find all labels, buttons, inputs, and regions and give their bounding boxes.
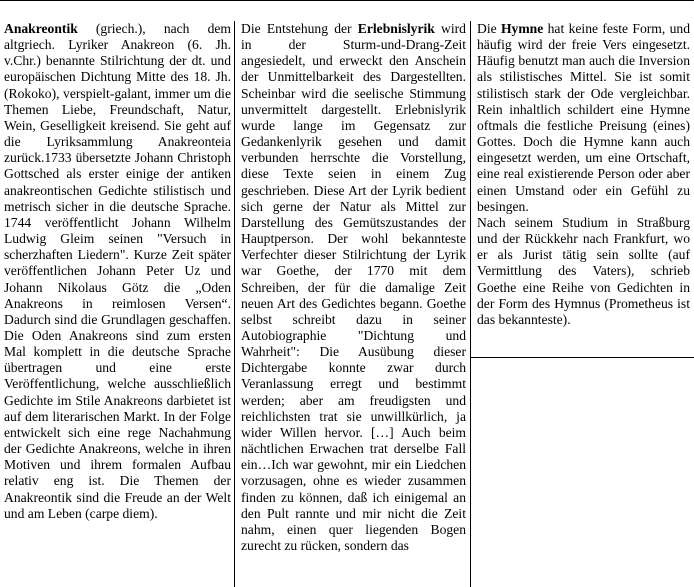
paragraph-text: wird in der Sturm-und-Drang-Zeit angesiedelt, und erweckt den Anschein der Unmittelbarkeit des Dargestellten. Scheinbar wird die seelische Stimmung unvermittelt dargestellt. Erlebnislyrik wurde lange im Gegensatz zur Gedankenlyrik gesehen und damit verbunden herrschte die Vorstellung, diese Texte seien in einem Zug geschrieben. Diese Art der Lyrik bedient sich gerne der Natur als Mittel zur Darstellung des Gemütszustandes der Hauptperson. Der wohl bekannteste Verfechter dieser Stilrichtung der Lyrik war Goethe, der 1770 mit dem Schreiben, der für die damalige Zeit neuen Art des Gedichtes begann. Goethe selbst schreibt dazu in seiner Autobiographie "Dichtung und Wahrheit": Die Ausübung dieser Dichtergabe konnte zwar durch Veranlassung erregt und bestimmt werden; aber am freudigsten und reichlichsten trat sie unwillkürlich, ja wider Willen hervor. […] Auch beim nächtlichen Erwachen trat derselbe Fall ein…Ich war gewohnt, mir ein Liedchen vorzusagen, ohne es wieder zusammen finden zu können, daß ich einigemal an den Pult rannte und mir nicht die Zeit nahm, einen quer liegenden Bogen zurecht zu rücken, sondern das [241, 21, 466, 553]
paragraph [4, 21, 231, 522]
paragraph-text: (griech.), nach dem altgriech. Lyriker Anakreon (6. Jh. v.Chr.) benannte Stilrichtung der dt. und europäischen Dichtung Mitte des 18. Jh. (Rokoko), verspielt-galant, immer um die Themen Liebe, Freundschaft, Natur, Wein, Geselligkeit kreisend. Sie geht auf die Lyriksammlung Anakreonteia zurück.1733 übersetzte Johann Christoph Gottsched als erster einige der antiken anakreontischen Gedichte stilistisch und metrisch sicher in die deutsche Sprache. 1744 veröffentlicht Johann Wilhelm Ludwig Gleim seinen "Versuch in scherzhaften Liedern". Kurze Zeit später veröffentlichen Johann Peter Uz und Johann Nikolaus Götz die „Oden Anakreons in reimlosen Versen“. Dadurch sind die Grundlagen geschaffen. Die Oden Anakreons sind zum ersten Mal komplett in die deutsche Sprache übertragen und eine erste Veröffentlichung, welche ausschließlich Gedichte im Stile Anakreons darbietet ist auf dem literarischen Markt. In der Folge entwickelt sich eine rege Nachahmung der Gedichte Anakreons, welche in ihren Motiven und ihrem formalen Aufbau relativ eng ist. Die Themen der Anakreontik sind die Freude an der Welt und am Leben (carpe diem). [4, 21, 231, 521]
column-erlebnislyrik [241, 21, 466, 587]
paragraph [477, 215, 690, 328]
paragraph-lead: Die Entstehung der [241, 21, 358, 36]
term-heading: Anakreontik [4, 21, 78, 36]
paragraph-lead: Die [477, 21, 501, 36]
paragraph [241, 21, 466, 554]
column-divider [470, 21, 471, 587]
paragraph-text: Nach seinem Studium in Straßburg und der Rückkehr nach Frankfurt, wo er als Jurist tätig sein sollte (auf Vermittlung des Vaters), schrieb Goethe eine Reihe von Gedichten in der Form des Hymnus (Prometheus ist das bekannteste). [477, 214, 690, 327]
paragraph-text: hat keine feste Form, und häufig wird der freie Vers eingesetzt. Häufig benutzt man auch die Inversion als stilistisches Mittel. Sie ist somit stilistisch stark der Ode vergleichbar. Rein inhaltlich schildert eine Hymne oftmals die festliche Preisung (eines) Gottes. Doch die Hymne kann auch eingesetzt werden, um eine Ortschaft, eine real existierende Person oder aber einen Umstand oder ein Gefühl zu besingen. [477, 21, 690, 214]
term-heading: Hymne [500, 21, 544, 36]
column-anakreontik [4, 21, 231, 587]
column-hymne [477, 21, 690, 587]
column-divider [234, 21, 235, 587]
paragraph [477, 21, 690, 215]
term-heading: Erlebnislyrik [357, 21, 435, 36]
